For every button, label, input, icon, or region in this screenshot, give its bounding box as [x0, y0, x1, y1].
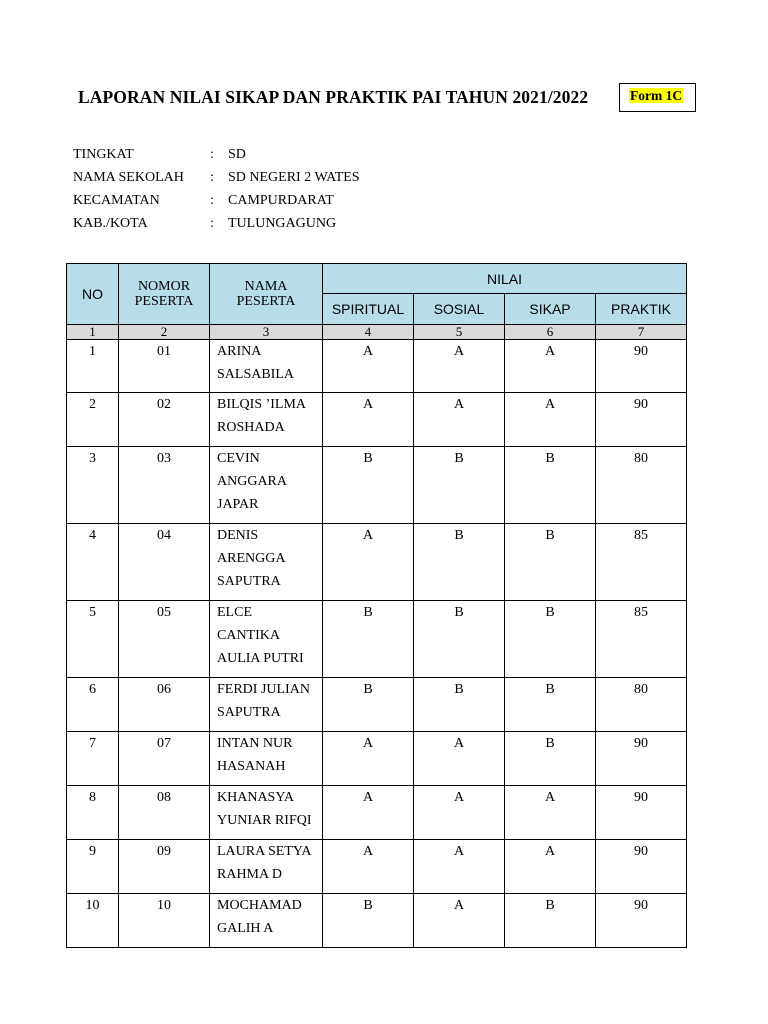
name-line: DENIS [217, 528, 259, 543]
header-text-line: PESERTA [236, 294, 296, 309]
row-praktik: 90 [596, 340, 687, 393]
row-no: 6 [67, 678, 119, 732]
name-line: KHANASYA [217, 790, 295, 805]
row-praktik: 90 [596, 732, 687, 786]
row-nomor-peserta: 08 [119, 786, 210, 840]
row-spiritual: A [323, 340, 414, 393]
row-sosial: A [414, 340, 505, 393]
row-nama-peserta [210, 340, 323, 393]
info-separator: : [210, 193, 214, 208]
row-sosial: B [414, 678, 505, 732]
column-number: 7 [596, 325, 687, 340]
header-text-line: NOMOR [137, 279, 191, 294]
row-spiritual: A [323, 524, 414, 601]
row-sikap: A [505, 786, 596, 840]
row-nama-peserta [210, 393, 323, 447]
row-no: 2 [67, 393, 119, 447]
column-number: 2 [119, 325, 210, 340]
grades-table [66, 263, 687, 948]
table-row [67, 601, 687, 678]
name-line: FERDI JULIAN [217, 682, 310, 697]
header-nama-peserta [210, 264, 323, 325]
row-nomor-peserta: 06 [119, 678, 210, 732]
table-row [67, 840, 687, 894]
table-row [67, 894, 687, 948]
row-nama-peserta [210, 894, 323, 948]
column-number: 5 [414, 325, 505, 340]
table-row [67, 732, 687, 786]
row-sosial: A [414, 894, 505, 948]
info-label: NAMA SEKOLAH [73, 170, 184, 185]
page-title: LAPORAN NILAI SIKAP DAN PRAKTIK PAI TAHUN 2021/2022 [78, 87, 589, 107]
table-row [67, 786, 687, 840]
row-praktik: 85 [596, 601, 687, 678]
name-line: MOCHAMAD [217, 898, 302, 913]
row-sikap: B [505, 447, 596, 524]
name-line: HASANAH [217, 759, 286, 774]
name-line: RAHMA D [217, 867, 282, 882]
info-separator: : [210, 216, 214, 231]
name-line: CANTIKA [217, 628, 280, 643]
row-sikap: B [505, 524, 596, 601]
column-number: 1 [67, 325, 119, 340]
name-line: GALIH A [217, 921, 274, 936]
row-nomor-peserta: 09 [119, 840, 210, 894]
row-sikap: B [505, 678, 596, 732]
column-number-row [67, 325, 687, 340]
row-nomor-peserta: 03 [119, 447, 210, 524]
info-value: SD [228, 147, 246, 162]
name-line: ARINA [217, 344, 262, 359]
name-line: JAPAR [217, 497, 259, 512]
row-sosial: B [414, 601, 505, 678]
name-line: ELCE [217, 605, 252, 620]
table-row [67, 524, 687, 601]
row-sikap: B [505, 732, 596, 786]
name-line: SAPUTRA [217, 705, 281, 720]
form-code-label: Form 1C [630, 88, 683, 103]
info-separator: : [210, 170, 214, 185]
header-praktik: PRAKTIK [596, 294, 687, 325]
row-praktik: 90 [596, 894, 687, 948]
row-spiritual: B [323, 894, 414, 948]
name-line: SAPUTRA [217, 574, 281, 589]
name-line: AULIA PUTRI [217, 651, 304, 666]
row-spiritual: A [323, 840, 414, 894]
row-praktik: 85 [596, 524, 687, 601]
row-no: 10 [67, 894, 119, 948]
name-line: CEVIN [217, 451, 260, 466]
name-line: INTAN NUR [217, 736, 293, 751]
name-line: ROSHADA [217, 420, 285, 435]
row-nomor-peserta: 05 [119, 601, 210, 678]
row-sosial: A [414, 786, 505, 840]
info-value: TULUNGAGUNG [228, 216, 337, 231]
header-text-line: PESERTA [134, 294, 194, 309]
header-sikap: SIKAP [505, 294, 596, 325]
column-number: 4 [323, 325, 414, 340]
row-sikap: A [505, 393, 596, 447]
row-sosial: B [414, 447, 505, 524]
row-sikap: A [505, 840, 596, 894]
name-line: ARENGGA [217, 551, 286, 566]
name-line: BILQIS ’ILMA [217, 397, 307, 412]
header-no: NO [67, 264, 119, 325]
row-praktik: 80 [596, 447, 687, 524]
name-line: LAURA SETYA [217, 844, 312, 859]
header-sosial: SOSIAL [414, 294, 505, 325]
form-code-box [619, 83, 696, 112]
name-line: SALSABILA [217, 367, 295, 382]
row-nama-peserta [210, 786, 323, 840]
header-nomor-peserta [119, 264, 210, 325]
row-no: 8 [67, 786, 119, 840]
row-nama-peserta [210, 732, 323, 786]
row-no: 3 [67, 447, 119, 524]
row-no: 1 [67, 340, 119, 393]
row-praktik: 90 [596, 393, 687, 447]
row-nomor-peserta: 10 [119, 894, 210, 948]
header-spiritual: SPIRITUAL [323, 294, 414, 325]
header-nilai: NILAI [323, 264, 687, 294]
row-sosial: A [414, 840, 505, 894]
row-nomor-peserta: 01 [119, 340, 210, 393]
row-nama-peserta [210, 840, 323, 894]
row-nomor-peserta: 02 [119, 393, 210, 447]
row-praktik: 90 [596, 840, 687, 894]
row-praktik: 90 [596, 786, 687, 840]
row-spiritual: B [323, 447, 414, 524]
row-praktik: 80 [596, 678, 687, 732]
row-spiritual: A [323, 786, 414, 840]
name-line: YUNIAR RIFQI [217, 813, 312, 828]
row-sosial: B [414, 524, 505, 601]
column-number: 6 [505, 325, 596, 340]
row-sosial: A [414, 732, 505, 786]
row-spiritual: B [323, 601, 414, 678]
header-text-line: NAMA [244, 279, 288, 294]
table-row [67, 340, 687, 393]
row-nama-peserta [210, 678, 323, 732]
table-row [67, 678, 687, 732]
table-row [67, 447, 687, 524]
row-nama-peserta [210, 524, 323, 601]
row-nomor-peserta: 07 [119, 732, 210, 786]
info-separator: : [210, 147, 214, 162]
info-label: KECAMATAN [73, 193, 160, 208]
info-label: TINGKAT [73, 147, 134, 162]
row-no: 5 [67, 601, 119, 678]
row-no: 7 [67, 732, 119, 786]
row-nama-peserta [210, 601, 323, 678]
row-no: 4 [67, 524, 119, 601]
row-spiritual: A [323, 732, 414, 786]
row-sikap: B [505, 894, 596, 948]
row-sikap: B [505, 601, 596, 678]
info-label: KAB./KOTA [73, 216, 148, 231]
info-value: CAMPURDARAT [228, 193, 334, 208]
row-spiritual: A [323, 393, 414, 447]
name-line: ANGGARA [217, 474, 287, 489]
row-nomor-peserta: 04 [119, 524, 210, 601]
row-sosial: A [414, 393, 505, 447]
row-nama-peserta [210, 447, 323, 524]
row-spiritual: B [323, 678, 414, 732]
column-number: 3 [210, 325, 323, 340]
row-sikap: A [505, 340, 596, 393]
info-value: SD NEGERI 2 WATES [228, 170, 360, 185]
row-no: 9 [67, 840, 119, 894]
table-row [67, 393, 687, 447]
